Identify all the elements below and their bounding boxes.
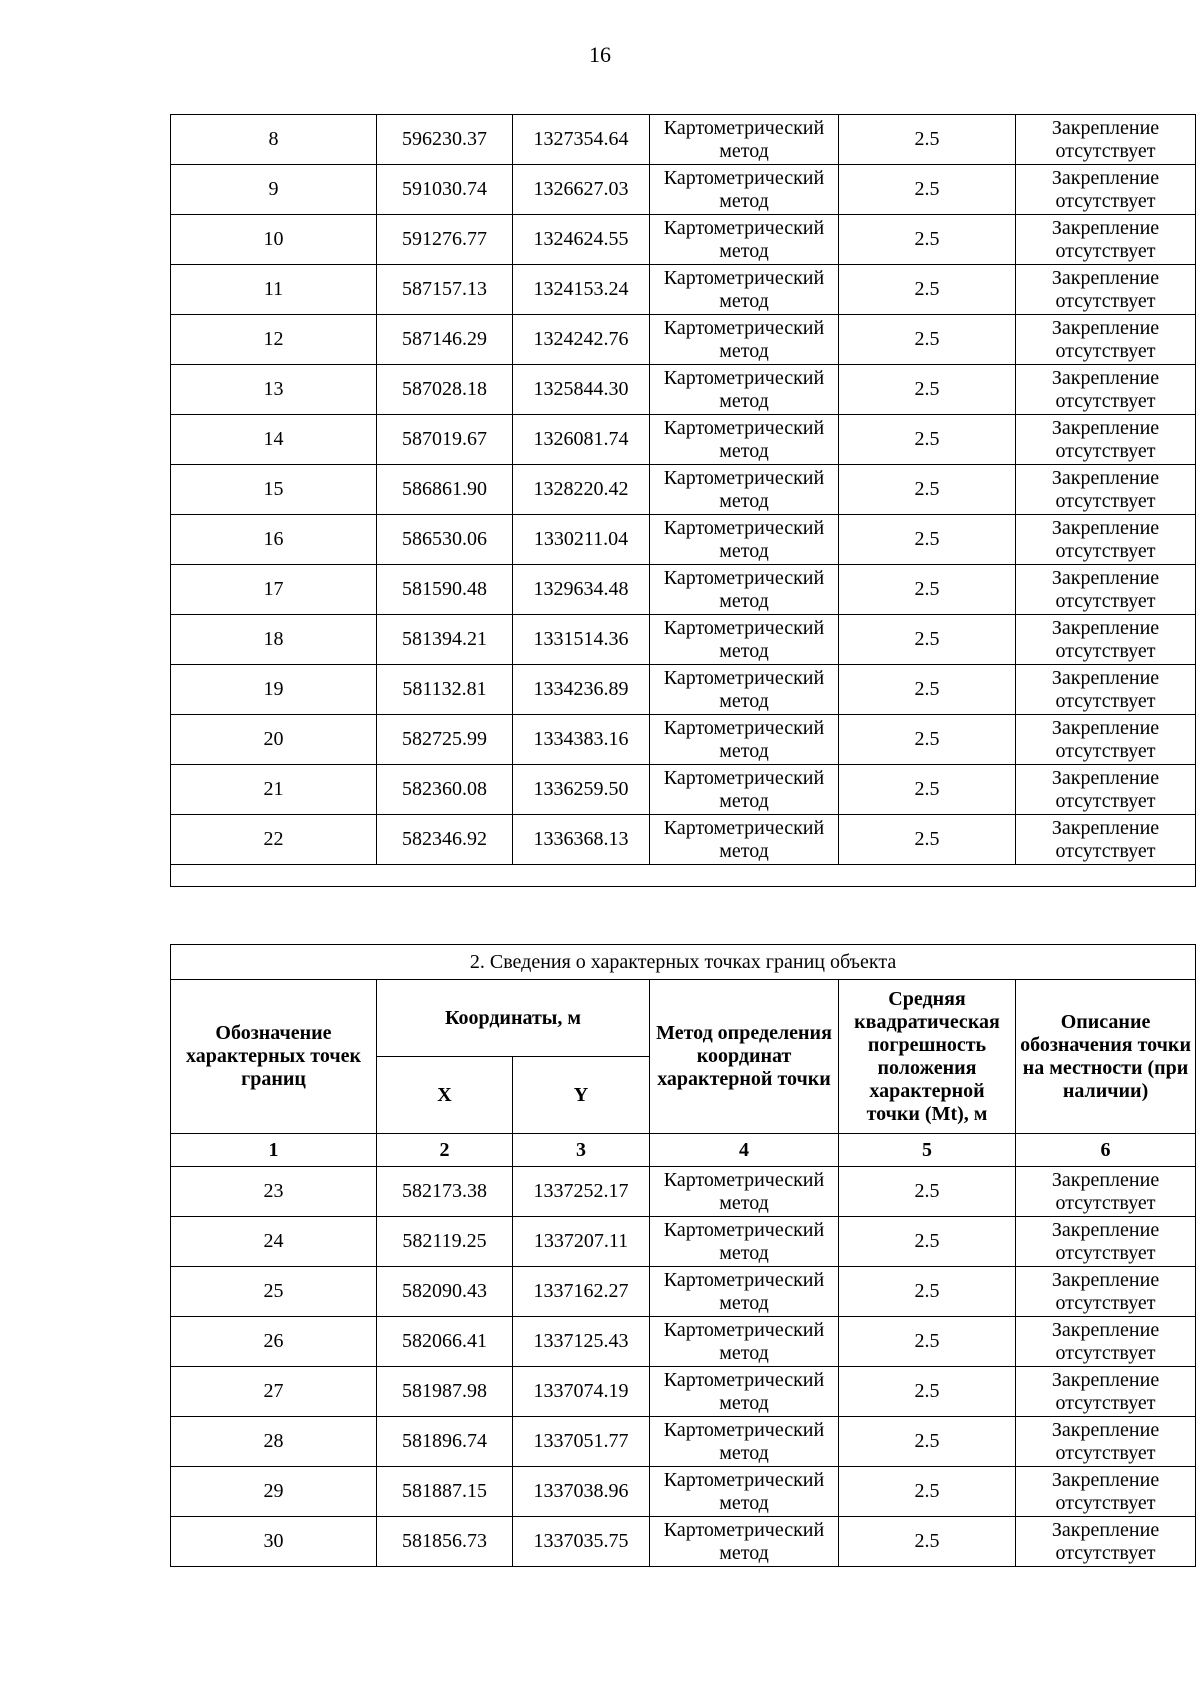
table-caption: 2. Сведения о характерных точках границ объекта [171,945,1196,980]
y-coordinate-cell: 1329634.48 [513,565,650,615]
point-id-cell: 9 [171,165,377,215]
y-coordinate-cell: 1336368.13 [513,815,650,865]
y-coordinate-cell: 1324153.24 [513,265,650,315]
mt-cell: 2.5 [839,565,1016,615]
column-number: 1 [171,1134,377,1167]
table-row [171,165,1196,215]
point-id-cell: 8 [171,115,377,165]
y-coordinate-cell: 1337051.77 [513,1417,650,1467]
table-row [171,715,1196,765]
table-row [171,565,1196,615]
table-row [171,1467,1196,1517]
method-cell: Картометрический метод [650,1317,839,1367]
mt-cell: 2.5 [839,715,1016,765]
table-row [171,415,1196,465]
table-row [171,365,1196,415]
point-id-cell: 14 [171,415,377,465]
y-coordinate-cell: 1327354.64 [513,115,650,165]
y-coordinate-cell: 1337038.96 [513,1467,650,1517]
y-coordinate-cell: 1334383.16 [513,715,650,765]
method-cell: Картометрический метод [650,315,839,365]
method-cell: Картометрический метод [650,215,839,265]
mt-cell: 2.5 [839,765,1016,815]
y-coordinate-cell: 1326627.03 [513,165,650,215]
x-coordinate-cell: 581887.15 [377,1467,513,1517]
mt-cell: 2.5 [839,1467,1016,1517]
x-coordinate-cell: 581394.21 [377,615,513,665]
mt-cell: 2.5 [839,215,1016,265]
x-coordinate-cell: 582725.99 [377,715,513,765]
mt-cell: 2.5 [839,365,1016,415]
method-cell: Картометрический метод [650,665,839,715]
description-cell: Закрепление отсутствует [1016,615,1196,665]
table-body [171,115,1196,865]
mt-cell: 2.5 [839,1317,1016,1367]
table-row [171,1317,1196,1367]
table-row [171,515,1196,565]
description-cell: Закрепление отсутствует [1016,315,1196,365]
method-cell: Картометрический метод [650,1217,839,1267]
mt-cell: 2.5 [839,615,1016,665]
method-cell: Картометрический метод [650,265,839,315]
method-cell: Картометрический метод [650,165,839,215]
table-row [171,265,1196,315]
method-cell: Картометрический метод [650,465,839,515]
header-mt: Средняя квадратическая погрешность положения характерной точки (Mt), м [839,980,1016,1134]
point-id-cell: 22 [171,815,377,865]
y-coordinate-cell: 1337252.17 [513,1167,650,1217]
point-id-cell: 30 [171,1517,377,1567]
mt-cell: 2.5 [839,1167,1016,1217]
description-cell: Закрепление отсутствует [1016,165,1196,215]
column-number: 2 [377,1134,513,1167]
description-cell: Закрепление отсутствует [1016,1367,1196,1417]
table-row [171,315,1196,365]
point-id-cell: 10 [171,215,377,265]
method-cell: Картометрический метод [650,565,839,615]
y-coordinate-cell: 1326081.74 [513,415,650,465]
description-cell: Закрепление отсутствует [1016,465,1196,515]
method-cell: Картометрический метод [650,1167,839,1217]
point-id-cell: 24 [171,1217,377,1267]
x-coordinate-cell: 596230.37 [377,115,513,165]
point-id-cell: 11 [171,265,377,315]
description-cell: Закрепление отсутствует [1016,765,1196,815]
point-id-cell: 29 [171,1467,377,1517]
header-coordinates: Координаты, м [377,980,650,1057]
y-coordinate-cell: 1337162.27 [513,1267,650,1317]
description-cell: Закрепление отсутствует [1016,265,1196,315]
header-method: Метод определения координат характерной точки [650,980,839,1134]
point-id-cell: 18 [171,615,377,665]
description-cell: Закрепление отсутствует [1016,1167,1196,1217]
y-coordinate-cell: 1337125.43 [513,1317,650,1367]
y-coordinate-cell: 1330211.04 [513,515,650,565]
x-coordinate-cell: 591276.77 [377,215,513,265]
table-row [171,1217,1196,1267]
y-coordinate-cell: 1336259.50 [513,765,650,815]
x-coordinate-cell: 582346.92 [377,815,513,865]
point-id-cell: 26 [171,1317,377,1367]
mt-cell: 2.5 [839,265,1016,315]
header-y: Y [513,1057,650,1134]
description-cell: Закрепление отсутствует [1016,1517,1196,1567]
x-coordinate-cell: 581896.74 [377,1417,513,1467]
x-coordinate-cell: 581132.81 [377,665,513,715]
table-row [171,1267,1196,1317]
x-coordinate-cell: 582173.38 [377,1167,513,1217]
mt-cell: 2.5 [839,515,1016,565]
description-cell: Закрепление отсутствует [1016,1267,1196,1317]
point-id-cell: 23 [171,1167,377,1217]
table-row [171,765,1196,815]
column-number: 3 [513,1134,650,1167]
header-row [171,980,1196,1057]
mt-cell: 2.5 [839,165,1016,215]
mt-cell: 2.5 [839,415,1016,465]
description-cell: Закрепление отсутствует [1016,415,1196,465]
mt-cell: 2.5 [839,1417,1016,1467]
mt-cell: 2.5 [839,1517,1016,1567]
point-id-cell: 19 [171,665,377,715]
table-row [171,615,1196,665]
mt-cell: 2.5 [839,665,1016,715]
x-coordinate-cell: 586530.06 [377,515,513,565]
table-body [171,1167,1196,1567]
description-cell: Закрепление отсутствует [1016,115,1196,165]
boundary-points-table-continued [170,114,1196,887]
empty-cell [171,865,1196,887]
method-cell: Картометрический метод [650,1367,839,1417]
y-coordinate-cell: 1324242.76 [513,315,650,365]
point-id-cell: 27 [171,1367,377,1417]
x-coordinate-cell: 581987.98 [377,1367,513,1417]
method-cell: Картометрический метод [650,115,839,165]
boundary-points-table [170,944,1196,1567]
y-coordinate-cell: 1337207.11 [513,1217,650,1267]
x-coordinate-cell: 587157.13 [377,265,513,315]
x-coordinate-cell: 591030.74 [377,165,513,215]
page-number: 16 [589,42,611,67]
x-coordinate-cell: 582360.08 [377,765,513,815]
method-cell: Картометрический метод [650,515,839,565]
description-cell: Закрепление отсутствует [1016,365,1196,415]
table-row [171,665,1196,715]
point-id-cell: 15 [171,465,377,515]
mt-cell: 2.5 [839,1367,1016,1417]
method-cell: Картометрический метод [650,1417,839,1467]
description-cell: Закрепление отсутствует [1016,665,1196,715]
column-number: 5 [839,1134,1016,1167]
x-coordinate-cell: 582119.25 [377,1217,513,1267]
table-row [171,465,1196,515]
x-coordinate-cell: 581590.48 [377,565,513,615]
y-coordinate-cell: 1337035.75 [513,1517,650,1567]
point-id-cell: 17 [171,565,377,615]
description-cell: Закрепление отсутствует [1016,565,1196,615]
point-id-cell: 21 [171,765,377,815]
x-coordinate-cell: 581856.73 [377,1517,513,1567]
description-cell: Закрепление отсутствует [1016,1417,1196,1467]
header-point-designation: Обозначение характерных точек границ [171,980,377,1134]
method-cell: Картометрический метод [650,1267,839,1317]
column-number-row [171,1134,1196,1167]
method-cell: Картометрический метод [650,765,839,815]
mt-cell: 2.5 [839,115,1016,165]
method-cell: Картометрический метод [650,615,839,665]
mt-cell: 2.5 [839,1217,1016,1267]
mt-cell: 2.5 [839,315,1016,365]
point-id-cell: 20 [171,715,377,765]
method-cell: Картометрический метод [650,815,839,865]
column-number: 4 [650,1134,839,1167]
description-cell: Закрепление отсутствует [1016,1217,1196,1267]
description-cell: Закрепление отсутствует [1016,715,1196,765]
description-cell: Закрепление отсутствует [1016,1467,1196,1517]
method-cell: Картометрический метод [650,415,839,465]
table-caption-row [171,945,1196,980]
method-cell: Картометрический метод [650,715,839,765]
point-id-cell: 16 [171,515,377,565]
mt-cell: 2.5 [839,1267,1016,1317]
y-coordinate-cell: 1331514.36 [513,615,650,665]
x-coordinate-cell: 587019.67 [377,415,513,465]
point-id-cell: 25 [171,1267,377,1317]
method-cell: Картометрический метод [650,1517,839,1567]
table-row [171,215,1196,265]
header-x: X [377,1057,513,1134]
x-coordinate-cell: 582090.43 [377,1267,513,1317]
y-coordinate-cell: 1334236.89 [513,665,650,715]
empty-row [171,865,1196,887]
column-number: 6 [1016,1134,1196,1167]
y-coordinate-cell: 1325844.30 [513,365,650,415]
table-row [171,115,1196,165]
table-row [171,1517,1196,1567]
description-cell: Закрепление отсутствует [1016,815,1196,865]
point-id-cell: 28 [171,1417,377,1467]
mt-cell: 2.5 [839,815,1016,865]
x-coordinate-cell: 582066.41 [377,1317,513,1367]
y-coordinate-cell: 1324624.55 [513,215,650,265]
method-cell: Картометрический метод [650,365,839,415]
x-coordinate-cell: 586861.90 [377,465,513,515]
table-row [171,1417,1196,1467]
y-coordinate-cell: 1337074.19 [513,1367,650,1417]
table-row [171,815,1196,865]
table-row [171,1367,1196,1417]
description-cell: Закрепление отсутствует [1016,1317,1196,1367]
x-coordinate-cell: 587028.18 [377,365,513,415]
mt-cell: 2.5 [839,465,1016,515]
description-cell: Закрепление отсутствует [1016,515,1196,565]
point-id-cell: 12 [171,315,377,365]
x-coordinate-cell: 587146.29 [377,315,513,365]
y-coordinate-cell: 1328220.42 [513,465,650,515]
method-cell: Картометрический метод [650,1467,839,1517]
header-description: Описание обозначения точки на местности (при наличии) [1016,980,1196,1134]
table-row [171,1167,1196,1217]
description-cell: Закрепление отсутствует [1016,215,1196,265]
point-id-cell: 13 [171,365,377,415]
